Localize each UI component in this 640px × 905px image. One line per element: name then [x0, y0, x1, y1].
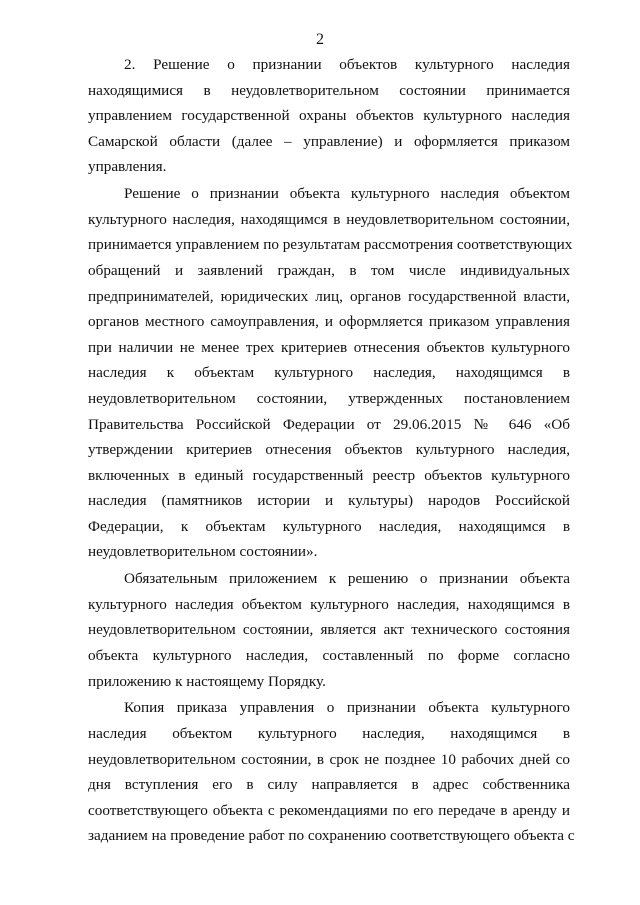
text-line: утверждении критериев отнесения объектов культурного наследия, [88, 441, 570, 459]
paragraph [88, 181, 573, 565]
text-line: включенных в единый государственный реестр объектов культурного [88, 466, 570, 484]
text-line: заданием на проведение работ по сохранению соответствующего объекта с [88, 827, 575, 845]
text-line: Решение о признании объекта культурного наследия объектом [124, 185, 570, 203]
text-line: объекта культурного наследия, составленный по форме согласно [88, 647, 570, 665]
paragraph [88, 52, 570, 180]
text-line: обращений и заявлений граждан, в том числе индивидуальных [88, 261, 570, 279]
text-line: культурного наследия, находящимся в неудовлетворительном состоянии, [88, 210, 570, 228]
text-line: Федерации, к объектам культурного наследия, находящимся в [88, 517, 570, 535]
text-line: неудовлетворительном состоянии». [88, 543, 318, 561]
text-line: предпринимателей, юридических лиц, органов государственной власти, [88, 287, 570, 305]
text-line: наследия (памятников истории и культуры) народов Российской [88, 492, 570, 510]
text-line: соответствующего объекта с рекомендациями по его передаче в аренду и [88, 801, 570, 819]
text-line: неудовлетворительном состоянии, является акт технического состояния [88, 621, 570, 639]
text-line: Копия приказа управления о признании объекта культурного [124, 699, 570, 717]
text-line: наследия к объектам культурного наследия, находящимся в [88, 364, 570, 382]
text-line: 2. Решение о признании объектов культурного наследия [124, 56, 570, 73]
text-line: наследия объектом культурного наследия, находящимся в [88, 725, 570, 742]
text-line: культурного наследия объектом культурного наследия, находящимся в [88, 595, 570, 613]
page-number: 2 [316, 31, 324, 48]
paragraph [88, 566, 570, 694]
document-body [88, 52, 575, 850]
text-line: неудовлетворительном состоянии, утвержденных постановлением [88, 389, 570, 407]
text-line: при наличии не менее трех критериев отнесения объектов культурного [88, 338, 570, 356]
text-line: Правительства Российской Федерации от 29.06.2015 № 646 «Об [88, 415, 570, 433]
text-line: Самарской области (далее – управление) и оформляется приказом [88, 132, 570, 150]
text-line: неудовлетворительном состоянии, в срок не позднее 10 рабочих дней со [88, 750, 570, 768]
text-line: управлением государственной охраны объектов культурного наследия [88, 107, 570, 125]
text-line: Обязательным приложением к решению о признании объекта [124, 570, 570, 588]
paragraph [88, 695, 575, 849]
text-line: органов местного самоуправления, и оформляется приказом управления [88, 313, 570, 331]
text-line: управления. [88, 158, 167, 176]
text-line: дня вступления его в силу направляется в адрес собственника [88, 776, 570, 794]
text-line: находящимися в неудовлетворительном состоянии принимается [88, 81, 570, 99]
text-line: принимается управлением по результатам рассмотрения соответствующих [88, 236, 573, 254]
text-line: приложению к настоящему Порядку. [88, 672, 326, 690]
